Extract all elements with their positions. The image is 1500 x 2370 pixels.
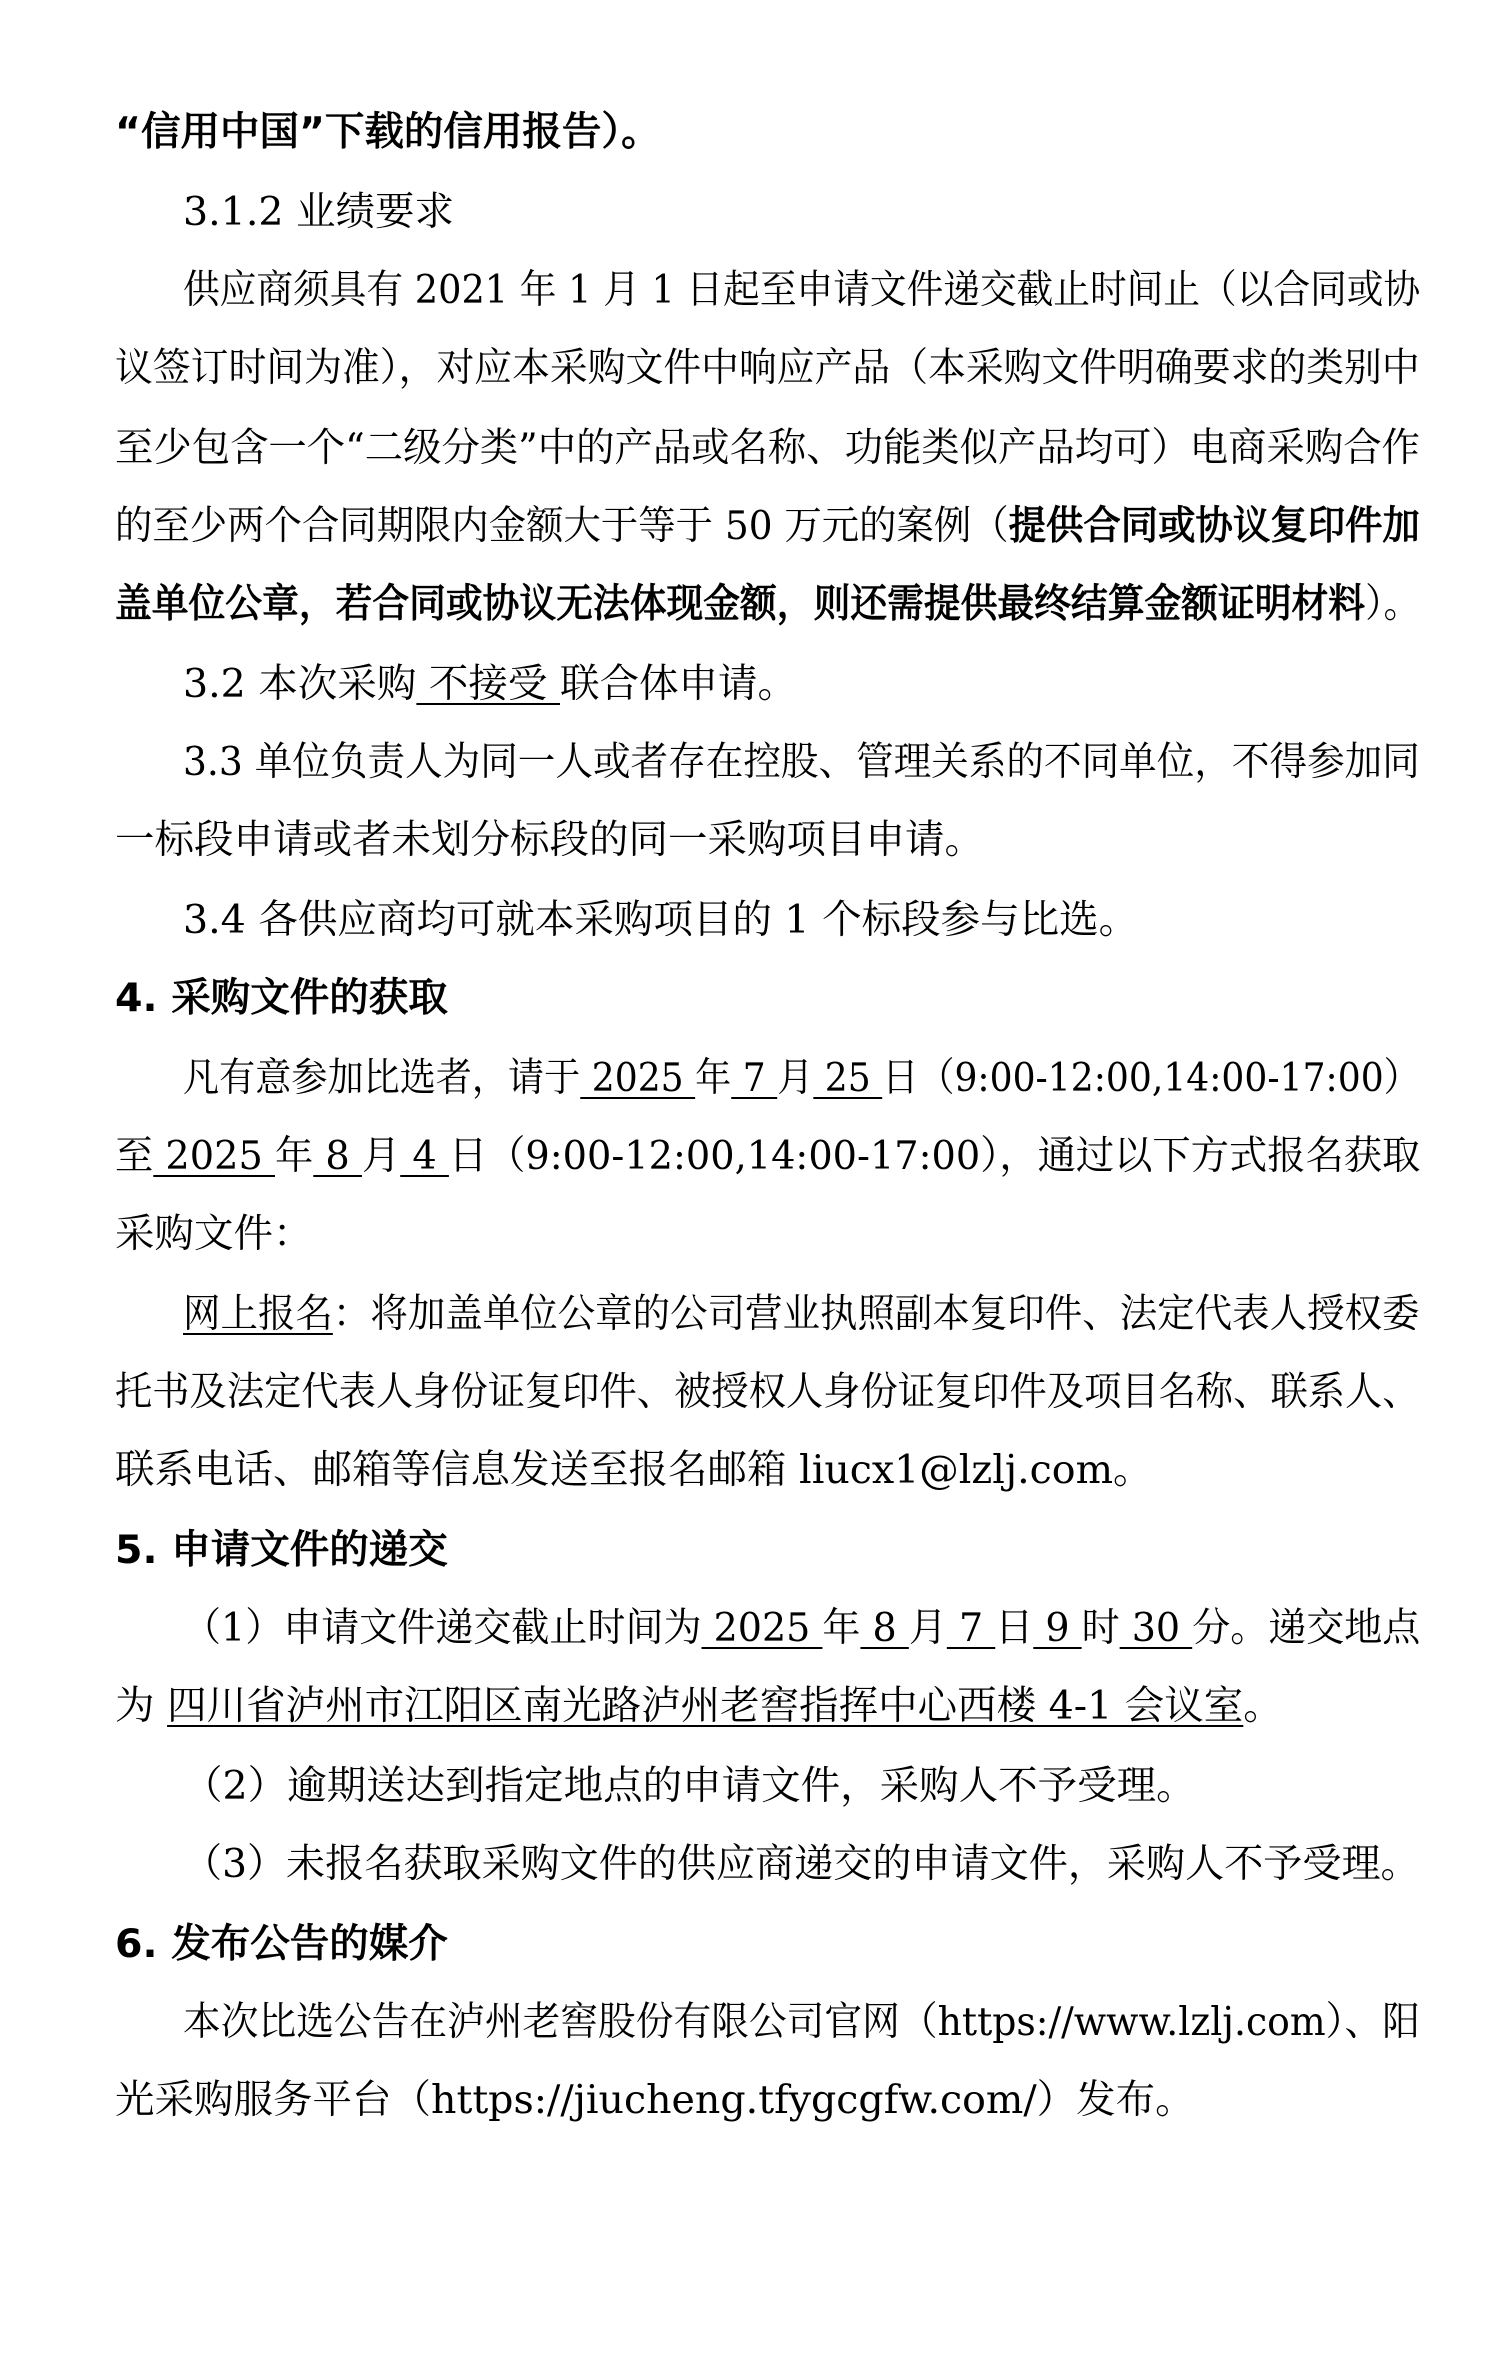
underlined-value: 9 [1033, 1605, 1082, 1651]
paragraph-line [115, 1206, 313, 1262]
bold-text: 提供合同或协议复印件加 [1008, 503, 1420, 549]
text: 3.1.2 业绩要求 [183, 189, 455, 235]
text: 月 [777, 1055, 814, 1101]
text: 3.2 本次采购 [183, 661, 417, 707]
paragraph-line [115, 2072, 1195, 2128]
underlined-value: 8 [860, 1605, 909, 1651]
paragraph-line [115, 1128, 1420, 1184]
underlined-value: 2025 [580, 1055, 696, 1101]
text: （3）未报名获取采购文件的供应商递交的申请文件，采购人不予受理。 [183, 1841, 1420, 1887]
paragraph-line [183, 1286, 1420, 1342]
paragraph-line [115, 1442, 1153, 1498]
text: 日（9:00-12:00,14:00-17:00），通过以下方式报名获取 [448, 1133, 1421, 1179]
text: 时 [1081, 1605, 1120, 1651]
underlined-value: 2025 [701, 1605, 823, 1651]
text: 分。递交地点 [1192, 1605, 1421, 1651]
underlined-label: 网上报名 [183, 1291, 333, 1337]
text: 月 [361, 1133, 401, 1179]
text: （1）申请文件递交截止时间为 [183, 1605, 702, 1651]
text: 日（9:00-12:00,14:00-17:00） [882, 1055, 1420, 1101]
text: 至 [115, 1133, 154, 1179]
text: 年 [274, 1133, 314, 1179]
text: 托书及法定代表人身份证复印件、被授权人身份证复印件及项目名称、联系人、 [115, 1369, 1420, 1415]
paragraph-line [183, 1600, 1420, 1656]
paragraph-line [183, 1050, 1420, 1106]
section-heading-6 [115, 1916, 448, 1972]
text: 凡有意参加比选者，请于 [183, 1055, 581, 1101]
text: 3.3 单位负责人为同一人或者存在控股、管理关系的不同单位，不得参加同 [183, 739, 1420, 785]
text: 议签订时间为准），对应本采购文件中响应产品（本采购文件明确要求的类别中 [115, 345, 1420, 391]
paragraph-line [115, 576, 1420, 632]
clause-3-2 [183, 656, 797, 712]
underlined-value: 4 [400, 1133, 449, 1179]
paragraph-line [183, 1836, 1420, 1892]
underlined-value: 不接受 [416, 661, 560, 707]
paragraph-line [115, 498, 1420, 554]
bold-text: 盖单位公章，若合同或协议无法体现金额，则还需提供最终结算金额证明材料 [115, 581, 1366, 627]
text: 采购文件： [115, 1211, 313, 1257]
text: 一标段申请或者未划分标段的同一采购项目申请。 [115, 817, 984, 863]
underlined-value: 30 [1119, 1605, 1193, 1651]
text-line [115, 104, 661, 160]
text: 。 [1243, 1683, 1283, 1729]
text: 的至少两个合同期限内金额大于等于 50 万元的案例（ [115, 503, 1009, 549]
clause-3-3 [183, 734, 1420, 790]
paragraph-line [115, 812, 984, 868]
text: （2）逾期送达到指定地点的申请文件，采购人不予受理。 [183, 1763, 1196, 1809]
paragraph-line [115, 1364, 1420, 1420]
text: 日 [995, 1605, 1034, 1651]
paragraph-line [115, 340, 1420, 396]
text: 至少包含一个“二级分类”中的产品或名称、功能类似产品均可）电商采购合作 [115, 425, 1420, 471]
text: 6. 发布公告的媒介 [115, 1921, 448, 1967]
text: 年 [695, 1055, 732, 1101]
text: 年 [822, 1605, 861, 1651]
text: ）。 [1365, 581, 1421, 627]
section-heading-3-1-2 [183, 184, 454, 240]
text: 联合体申请。 [560, 661, 797, 707]
underlined-value: 25 [813, 1055, 883, 1101]
text: 为 [115, 1683, 168, 1729]
paragraph-line [115, 1678, 1283, 1734]
underlined-value: 7 [946, 1605, 996, 1651]
underlined-value: 2025 [153, 1133, 275, 1179]
text: 3.4 各供应商均可就本采购项目的 1 个标段参与比选。 [183, 897, 1139, 943]
underlined-value: 四川省泸州市江阳区南光路泸州老窖指挥中心西楼 4-1 会议室 [167, 1683, 1244, 1729]
text: 本次比选公告在泸州老窖股份有限公司官网（https://www.lzlj.com）、阳 [183, 1999, 1420, 2045]
text: 供应商须具有 2021 年 1 月 1 日起至申请文件递交截止时间止（以合同或协 [183, 267, 1421, 313]
text: ：将加盖单位公章的公司营业执照副本复印件、法定代表人授权委 [332, 1291, 1420, 1337]
clause-3-4 [183, 892, 1138, 948]
paragraph-line [183, 262, 1420, 318]
text: “信用中国”下载的信用报告）。 [115, 109, 661, 155]
text: 5. 申请文件的递交 [115, 1527, 448, 1573]
paragraph-line [183, 1758, 1196, 1814]
paragraph-line [115, 420, 1420, 476]
underlined-value: 8 [313, 1133, 362, 1179]
text: 联系电话、邮箱等信息发送至报名邮箱 liucx1@lzlj.com。 [115, 1447, 1153, 1493]
text: 4. 采购文件的获取 [115, 975, 448, 1021]
text: 光采购服务平台（https://jiucheng.tfygcgfw.com/）发布。 [115, 2077, 1195, 2123]
text: 月 [908, 1605, 947, 1651]
underlined-value: 7 [731, 1055, 778, 1101]
section-heading-4 [115, 970, 448, 1026]
paragraph-line [183, 1994, 1420, 2050]
section-heading-5 [115, 1522, 448, 1578]
